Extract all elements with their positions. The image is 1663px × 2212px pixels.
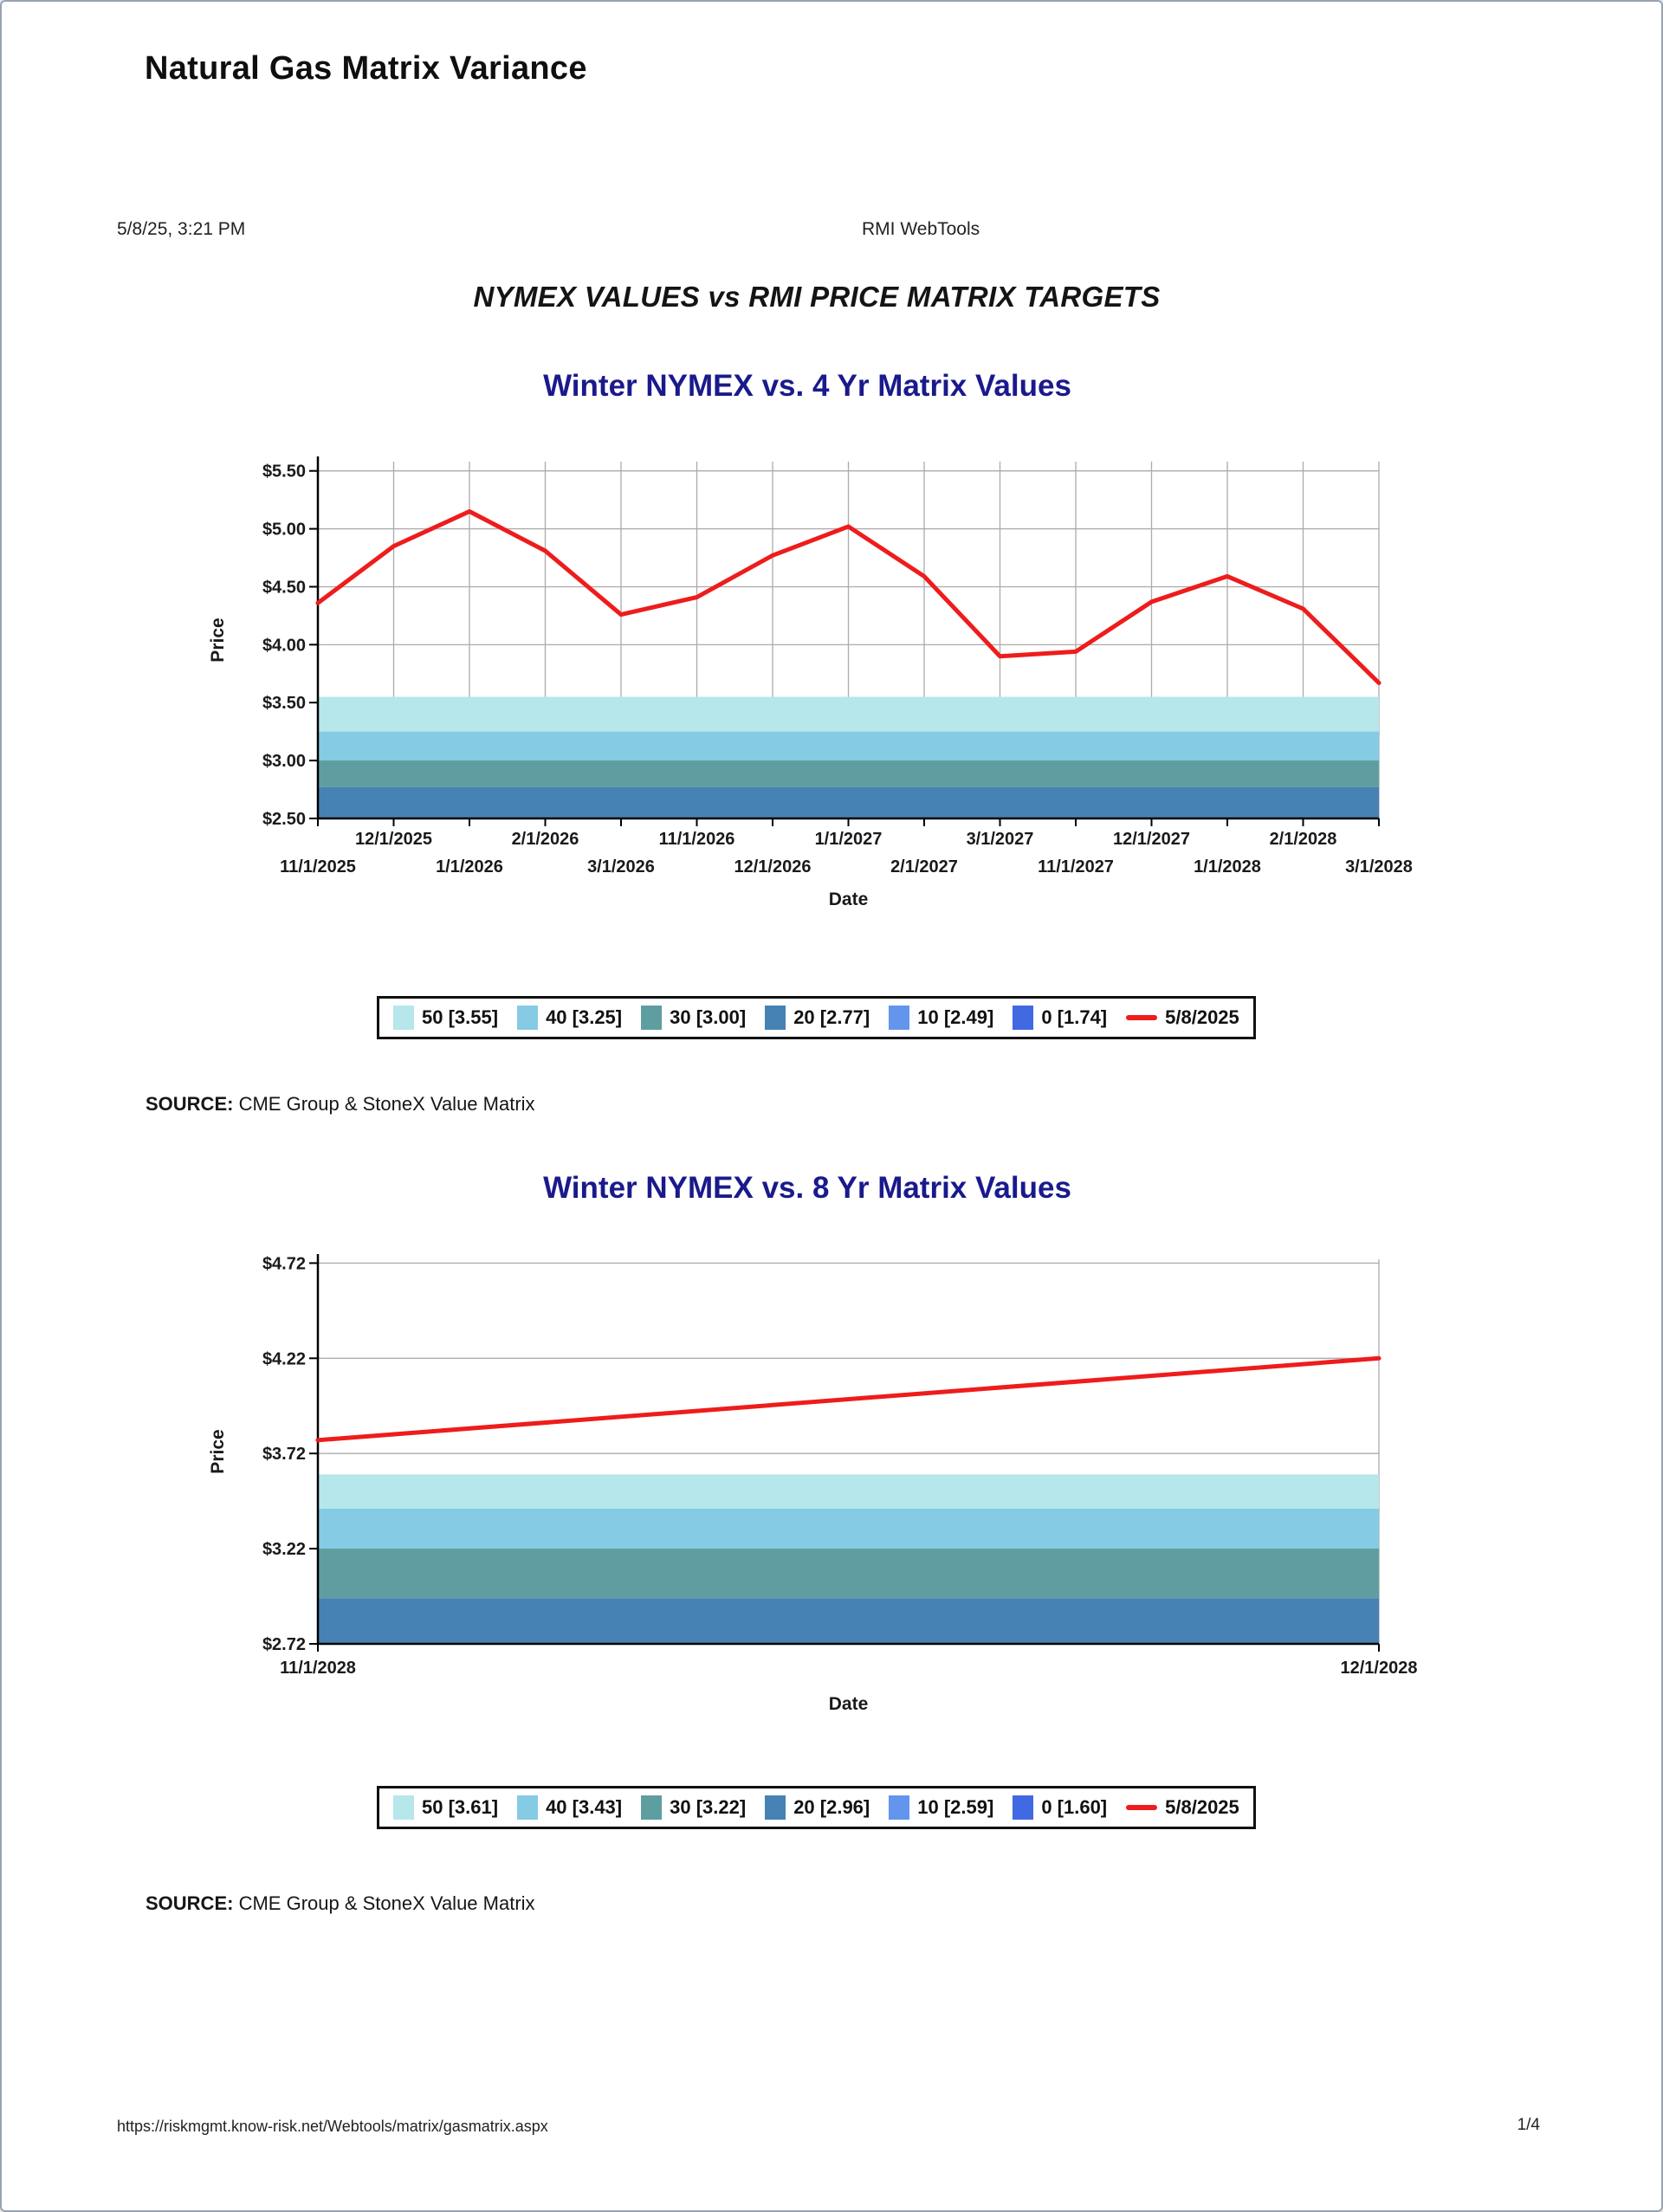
legend-item bbox=[641, 1795, 746, 1820]
legend-swatch bbox=[641, 1006, 662, 1030]
legend-item bbox=[765, 1795, 870, 1820]
x-tick-label: 1/1/2028 bbox=[1194, 857, 1261, 876]
y-axis-title: Price bbox=[208, 1429, 228, 1474]
document-title: Natural Gas Matrix Variance bbox=[145, 50, 587, 87]
x-tick-label: 12/1/2025 bbox=[355, 830, 432, 849]
legend-swatch bbox=[1013, 1795, 1033, 1820]
legend-swatch bbox=[393, 1795, 414, 1820]
legend-label: 20 [2.96] bbox=[793, 1796, 870, 1818]
matrix-band bbox=[318, 1549, 1379, 1598]
legend-item bbox=[1126, 1006, 1239, 1029]
legend-label: 0 [1.74] bbox=[1041, 1006, 1108, 1028]
legend-label: 40 [3.43] bbox=[546, 1796, 623, 1818]
y-tick-label: $4.00 bbox=[262, 636, 306, 656]
y-tick-label: $3.72 bbox=[262, 1445, 306, 1465]
legend-item bbox=[1126, 1796, 1239, 1819]
x-tick-label: 3/1/2028 bbox=[1345, 857, 1413, 876]
x-tick-label: 3/1/2026 bbox=[587, 857, 655, 876]
x-tick-label: 2/1/2027 bbox=[890, 857, 958, 876]
footer-url: https://riskmgmt.know-risk.net/Webtools/matrix/gasmatrix.aspx bbox=[117, 2118, 548, 2135]
legend-label: 50 [3.55] bbox=[422, 1006, 499, 1028]
y-axis-title: Price bbox=[208, 618, 228, 663]
y-tick-label: $3.50 bbox=[262, 694, 306, 714]
x-tick-label: 1/1/2026 bbox=[436, 857, 503, 876]
matrix-band bbox=[318, 1474, 1379, 1509]
y-tick-label: $4.50 bbox=[262, 578, 306, 598]
source-text: CME Group & StoneX Value Matrix bbox=[238, 1892, 535, 1914]
x-tick-label: 12/1/2028 bbox=[1340, 1659, 1418, 1678]
x-tick-label: 12/1/2026 bbox=[734, 857, 812, 876]
legend-line-sample bbox=[1126, 1015, 1157, 1020]
legend-swatch bbox=[765, 1795, 786, 1820]
matrix-band bbox=[318, 787, 1379, 818]
print-header-app-name: RMI WebTools bbox=[862, 219, 980, 239]
x-tick-label: 1/1/2027 bbox=[814, 830, 883, 849]
legend-swatch bbox=[393, 1006, 414, 1030]
legend-item bbox=[765, 1006, 870, 1030]
legend-label: 10 [2.59] bbox=[917, 1796, 994, 1818]
x-tick-label: 11/1/2028 bbox=[280, 1659, 356, 1678]
chart-4yr-matrix bbox=[201, 435, 1414, 924]
legend-label: 50 [3.61] bbox=[422, 1796, 499, 1818]
legend-item bbox=[393, 1006, 498, 1030]
chart-4yr-legend bbox=[377, 996, 1256, 1039]
x-tick-label: 12/1/2027 bbox=[1113, 830, 1190, 849]
y-tick-label: $5.50 bbox=[262, 462, 306, 482]
legend-swatch bbox=[765, 1006, 786, 1030]
legend-item bbox=[517, 1006, 622, 1030]
legend-swatch bbox=[1013, 1006, 1033, 1030]
chart-8yr-matrix bbox=[201, 1240, 1418, 1721]
matrix-band bbox=[318, 1598, 1379, 1644]
y-tick-label: $3.00 bbox=[262, 752, 306, 772]
x-tick-label: 11/1/2027 bbox=[1038, 857, 1114, 876]
legend-label: 30 [3.22] bbox=[670, 1796, 747, 1818]
legend-label: 0 [1.60] bbox=[1041, 1796, 1108, 1818]
legend-swatch bbox=[517, 1795, 538, 1820]
legend-item bbox=[641, 1006, 746, 1030]
y-tick-label: $2.50 bbox=[262, 810, 306, 829]
y-tick-label: $3.22 bbox=[262, 1540, 306, 1560]
legend-line-sample bbox=[1126, 1805, 1157, 1810]
chart-8yr-legend bbox=[377, 1786, 1256, 1829]
x-tick-label: 3/1/2027 bbox=[966, 830, 1034, 849]
print-header-datetime: 5/8/25, 3:21 PM bbox=[117, 219, 246, 239]
source-text: CME Group & StoneX Value Matrix bbox=[238, 1093, 535, 1115]
legend-label: 30 [3.00] bbox=[670, 1006, 747, 1028]
legend-label: 40 [3.25] bbox=[546, 1006, 623, 1028]
chart-4yr-title: Winter NYMEX vs. 4 Yr Matrix Values bbox=[543, 369, 1071, 403]
chart-8yr-title: Winter NYMEX vs. 8 Yr Matrix Values bbox=[543, 1171, 1071, 1205]
source-label: SOURCE: bbox=[146, 1892, 234, 1914]
x-tick-label: 2/1/2028 bbox=[1269, 830, 1337, 849]
x-tick-label: 11/1/2026 bbox=[658, 830, 735, 849]
legend-label: 10 [2.49] bbox=[917, 1006, 994, 1028]
report-heading: NYMEX VALUES vs RMI PRICE MATRIX TARGETS bbox=[473, 281, 1161, 313]
x-axis-title: Date bbox=[828, 1694, 869, 1714]
legend-swatch bbox=[889, 1795, 909, 1820]
matrix-band bbox=[318, 732, 1379, 760]
y-tick-label: $4.72 bbox=[262, 1254, 306, 1274]
legend-swatch bbox=[641, 1795, 662, 1820]
x-axis-title: Date bbox=[828, 889, 869, 909]
matrix-band bbox=[318, 760, 1379, 787]
legend-item bbox=[889, 1795, 993, 1820]
legend-item bbox=[1013, 1795, 1107, 1820]
x-tick-label: 11/1/2025 bbox=[280, 857, 356, 876]
legend-label: 5/8/2025 bbox=[1165, 1796, 1239, 1818]
footer-page-number: 1/4 bbox=[1517, 2116, 1540, 2134]
matrix-band bbox=[318, 697, 1379, 732]
legend-item bbox=[1013, 1006, 1107, 1030]
matrix-band bbox=[318, 1509, 1379, 1549]
source-line-4yr bbox=[146, 1093, 535, 1116]
legend-item bbox=[517, 1795, 622, 1820]
legend-swatch bbox=[517, 1006, 538, 1030]
legend-swatch bbox=[889, 1006, 909, 1030]
y-tick-label: $2.72 bbox=[262, 1635, 306, 1654]
y-tick-label: $5.00 bbox=[262, 520, 306, 540]
x-tick-label: 2/1/2026 bbox=[511, 830, 579, 849]
source-label: SOURCE: bbox=[146, 1093, 234, 1115]
legend-item bbox=[393, 1795, 498, 1820]
legend-label: 20 [2.77] bbox=[793, 1006, 870, 1028]
legend-label: 5/8/2025 bbox=[1165, 1006, 1239, 1028]
legend-item bbox=[889, 1006, 993, 1030]
price-line bbox=[318, 1358, 1379, 1440]
y-tick-label: $4.22 bbox=[262, 1349, 306, 1369]
source-line-8yr bbox=[146, 1892, 535, 1915]
